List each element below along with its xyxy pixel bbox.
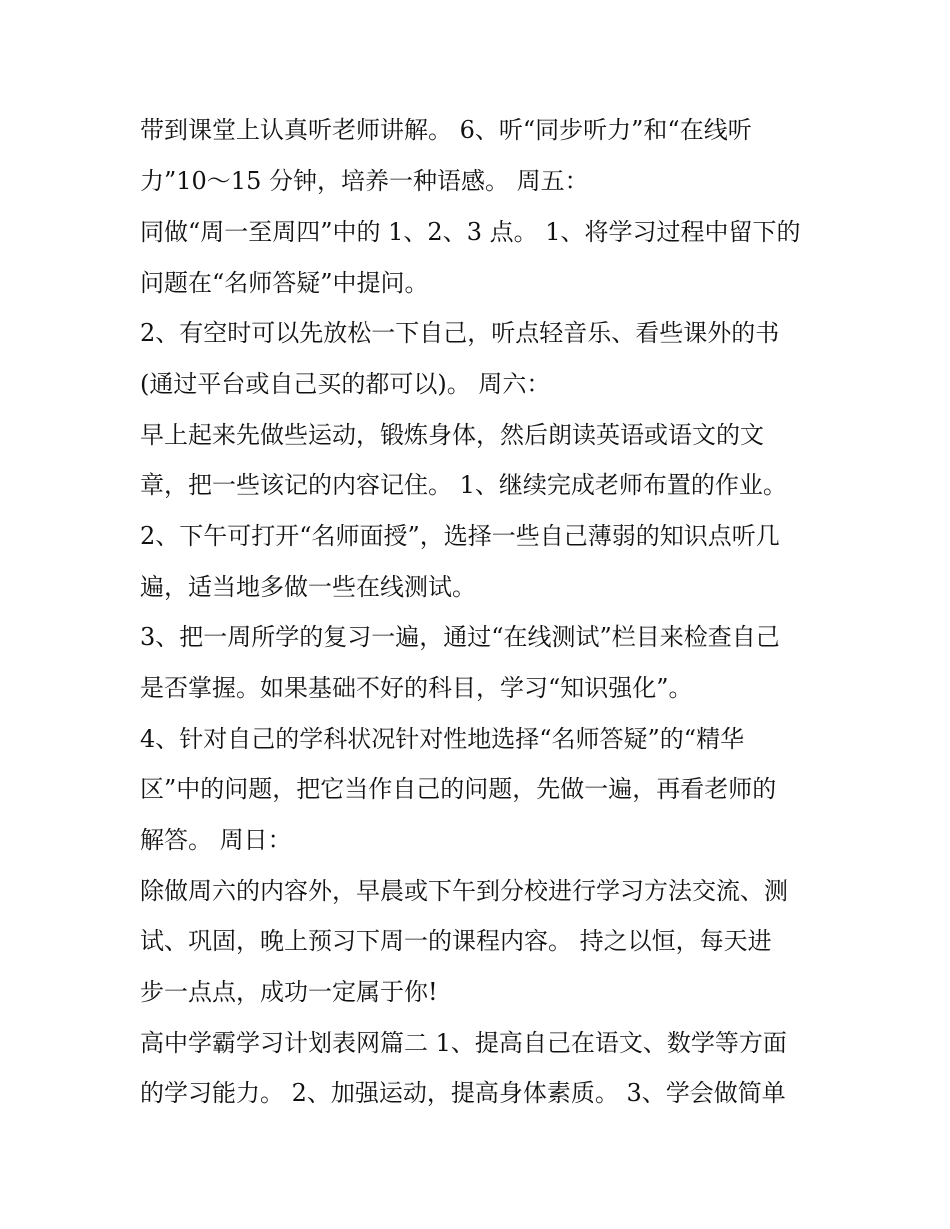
text-line: 除做周六的内容外，早晨或下午到分校进行学习方法交流、测 xyxy=(140,877,788,905)
text-line: 4、针对自己的学科状况针对性地选择“名师答疑”的“精华 xyxy=(140,725,745,753)
text-line: 力”10～15 分钟，培养一种语感。 周五： xyxy=(140,167,589,195)
text-line: (通过平台或自己买的都可以)。 周六： xyxy=(140,370,551,398)
text-line: 问题在“名师答疑”中提问。 xyxy=(140,269,429,297)
text-line: 3、把一周所学的复习一遍，通过“在线测试”栏目来检查自己 xyxy=(140,623,780,651)
text-line: 试、巩固，晚上预习下周一的课程内容。 持之以恒，每天进 xyxy=(140,927,772,955)
text-line: 早上起来先做些运动，锻炼身体，然后朗读英语或语文的文 xyxy=(140,421,764,449)
text-line: 2、下午可打开“名师面授”，选择一些自己薄弱的知识点听几 xyxy=(140,522,780,550)
text-line: 同做“周一至周四”中的 1、2、3 点。 1、将学习过程中留下的 xyxy=(140,218,801,246)
text-line: 带到课堂上认真听老师讲解。 6、听“同步听力”和“在线听 xyxy=(140,116,752,144)
text-line: 解答。 周日： xyxy=(140,826,292,854)
text-line: 是否掌握。如果基础不好的科目，学习“知识强化”。 xyxy=(140,674,693,702)
text-line: 章，把一些该记的内容记住。 1、继续完成老师布置的作业。 xyxy=(140,471,787,499)
text-line: 的学习能力。 2、加强运动，提高身体素质。 3、学会做简单 xyxy=(140,1079,786,1107)
text-line: 高中学霸学习计划表网篇二 1、提高自己在语文、数学等方面 xyxy=(140,1029,787,1057)
text-line: 步一点点，成功一定属于你! xyxy=(140,978,438,1006)
text-line: 2、有空时可以先放松一下自己，听点轻音乐、看些课外的书 xyxy=(140,319,780,347)
text-line: 遍，适当地多做一些在线测试。 xyxy=(140,573,476,601)
text-line: 区”中的问题，把它当作自己的问题，先做一遍，再看老师的 xyxy=(140,775,777,803)
